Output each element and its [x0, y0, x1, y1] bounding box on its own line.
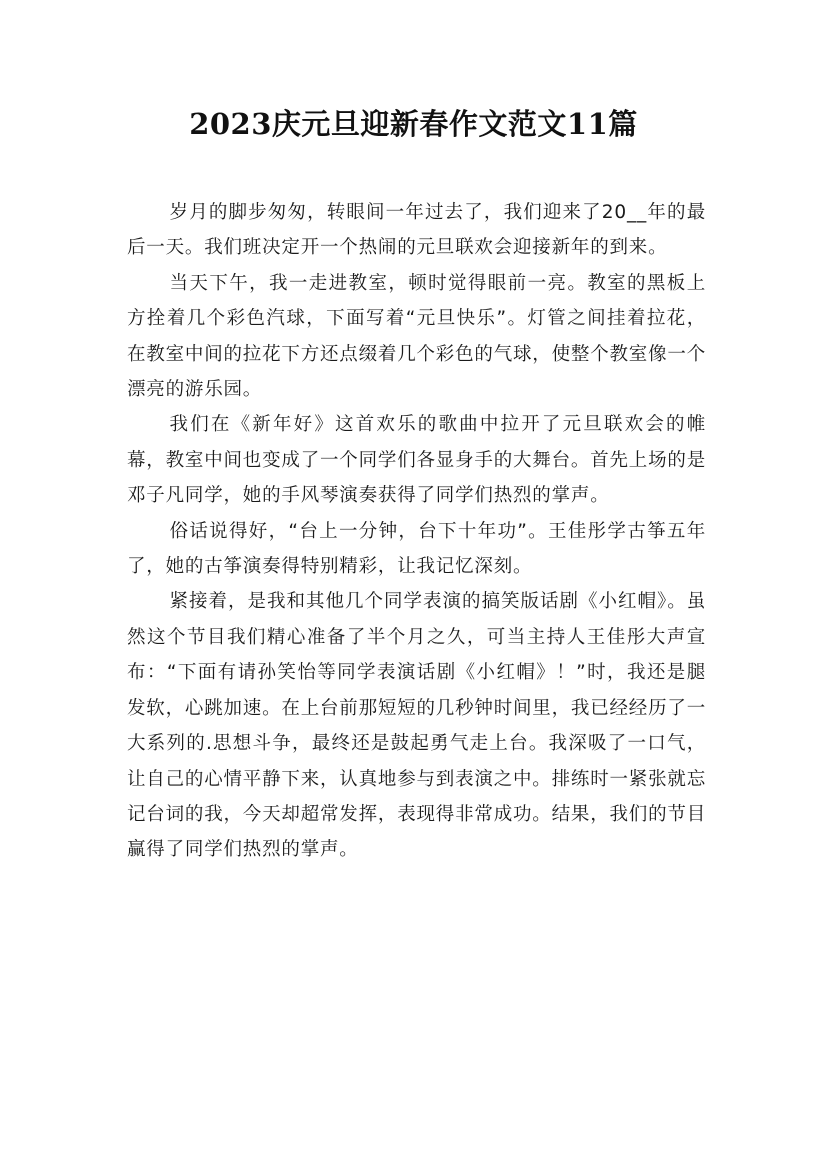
document-body [127, 195, 706, 868]
paragraph-5: 紧接着，是我和其他几个同学表演的搞笑版话剧《小红帽》。虽然这个节目我们精心准备了半个月之久，可当主持人王佳彤大声宣布：“下面有请孙笑怡等同学表演话剧《小红帽》！”时，我还是腿发软，心跳加速。在上台前那短短的几秒钟时间里，我已经经历了一大系列的.思想斗争，最终还是鼓起勇气走上台。我深吸了一口气，让自己的心情平静下来，认真地参与到表演之中。排练时一紧张就忘记台词的我，今天却超常发挥，表现得非常成功。结果，我们的节目赢得了同学们热烈的掌声。 [127, 591, 707, 861]
document-title: 2023庆元旦迎新春作文范文11篇 [189, 107, 638, 141]
paragraph-3: 我们在《新年好》这首欢乐的歌曲中拉开了元旦联欢会的帷幕，教室中间也变成了一个同学们各显身手的大舞台。首先上场的是邓子凡同学，她的手风琴演奏获得了同学们热烈的掌声。 [127, 414, 707, 507]
paragraph-4: 俗话说得好，“台上一分钟，台下十年功”。王佳彤学古筝五年了，她的古筝演奏得特别精彩，让我记忆深刻。 [127, 520, 706, 578]
paragraph-1: 岁月的脚步匆匆，转眼间一年过去了，我们迎来了20__年的最后一天。我们班决定开一个热闹的元旦联欢会迎接新年的到来。 [127, 202, 706, 259]
paragraph-2: 当天下午，我一走进教室，顿时觉得眼前一亮。教室的黑板上方拴着几个彩色汽球，下面写着“元旦快乐”。灯管之间挂着拉花，在教室中间的拉花下方还点缀着几个彩色的气球，使整个教室像一个漂亮的游乐园。 [127, 272, 707, 401]
